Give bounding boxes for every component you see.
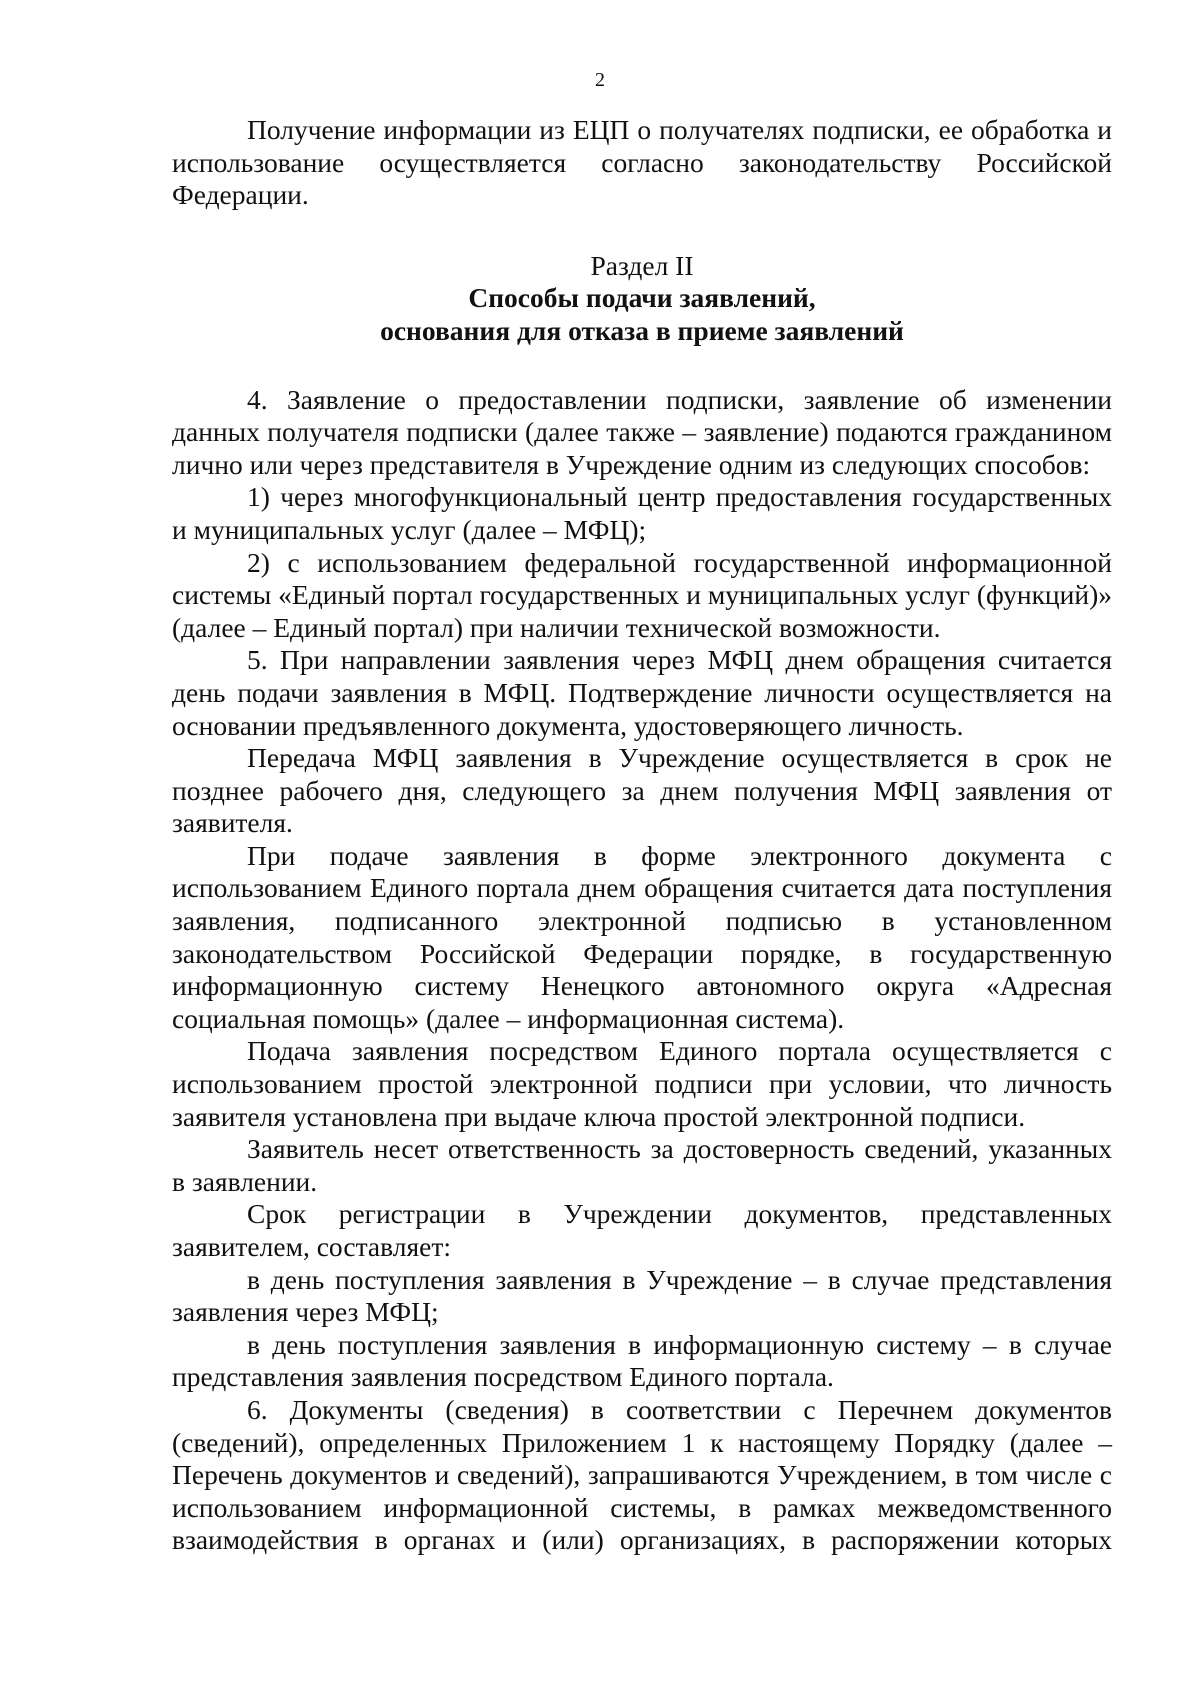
paragraph-5-transfer: Передача МФЦ заявления в Учреждение осуществляется в срок не позднее рабочего дня, следующего за днем получения МФЦ заявления от заявителя. <box>172 742 1112 839</box>
paragraph-4: 4. Заявление о предоставлении подписки, заявление об изменении данных получателя подписки (далее также – заявление) подаются гражданином лично или через представителя в Учреждение одним из следующих способов: <box>172 383 1112 480</box>
section-title-line-1: Способы подачи заявлений, <box>468 282 816 314</box>
document-body <box>172 114 1112 1557</box>
paragraph-5-responsibility: Заявитель несет ответственность за достоверность сведений, указанных в заявлении. <box>172 1133 1112 1197</box>
paragraph-4-item-2: 2) с использованием федеральной государственной информационной системы «Единый портал государственных и муниципальных услуг (функций)» (далее – Единый портал) при наличии технической возможности. <box>172 546 1112 643</box>
paragraph-5-term-portal: в день поступления заявления в информационную систему – в случае представления заявления посредством Единого портала. <box>172 1328 1112 1393</box>
paragraph-5-term-mfc: в день поступления заявления в Учреждение – в случае представления заявления через МФЦ; <box>172 1263 1112 1328</box>
intro-paragraph: Получение информации из ЕЦП о получателях подписки, ее обработка и использование осуществляется согласно законодательству Российской Федерации. <box>172 114 1112 211</box>
paragraph-5-registration-term: Срок регистрации в Учреждении документов, представленных заявителем, составляет: <box>172 1198 1112 1262</box>
section-title-line-2: основания для отказа в приеме заявлений <box>380 314 904 346</box>
paragraph-6: 6. Документы (сведения) в соответствии с Перечнем документов (сведений), определенных Приложением 1 к настоящему Порядку (далее – Перечень документов и сведений), запрашиваются Учреждением, в том числе с использованием информационной системы, в рамках межведомственного взаимодействия в органах и (или) организациях, в распоряжении которых <box>172 1393 1112 1556</box>
paragraph-5: 5. При направлении заявления через МФЦ днем обращения считается день подачи заявления в МФЦ. Подтверждение личности осуществляется на основании предъявленного документа, удостоверяющего личность. <box>172 644 1112 741</box>
section-heading <box>172 250 1112 348</box>
page-number: 2 <box>595 69 605 91</box>
paragraph-5-electronic: При подаче заявления в форме электронного документа с использованием Единого портала днем обращения считается дата поступления заявления, подписанного электронной подписью в установленном законодательством Российской Федерации порядке, в государственную информационную систему Ненецкого автономного округа «Адресная социальная помощь» (далее – информационная система). <box>172 839 1112 1034</box>
paragraph-4-item-1: 1) через многофункциональный центр предоставления государственных и муниципальных услуг (далее – МФЦ); <box>172 481 1112 545</box>
paragraph-5-signature: Подача заявления посредством Единого портала осуществляется с использованием простой электронной подписи при условии, что личность заявителя установлена при выдаче ключа простой электронной подписи. <box>172 1035 1112 1132</box>
section-label: Раздел II <box>590 249 694 281</box>
